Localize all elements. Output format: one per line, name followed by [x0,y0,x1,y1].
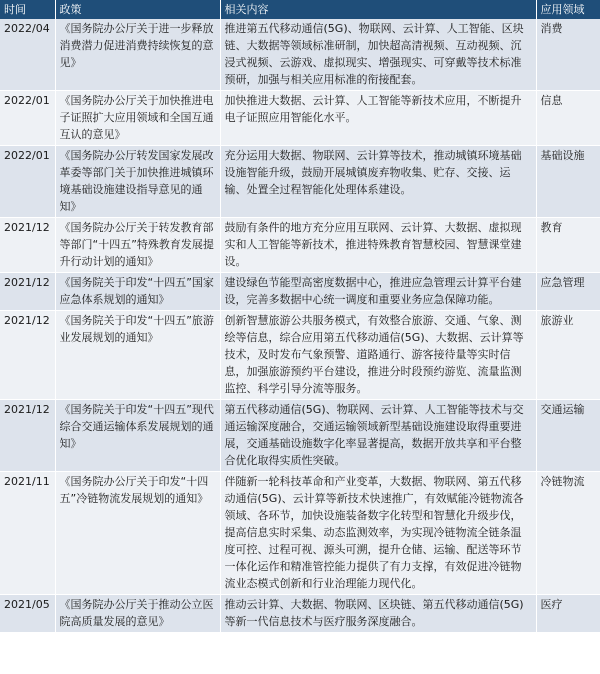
table-row [0,218,600,273]
row-policy: 《国务院关于印发“十四五”现代综合交通运输体系发展规划的通知》 [55,400,220,472]
row-time: 2021/12 [0,400,55,472]
header-field: 应用领域 [536,0,600,19]
table-row [0,311,600,400]
row-policy: 《国务院关于印发“十四五”旅游业发展规划的通知》 [55,311,220,400]
row-content: 创新智慧旅游公共服务模式，有效整合旅游、交通、气象、测绘等信息，综合应用第五代移动通信(5G)、大数据、云计算等技术，及时发布气象预警、道路通行、游客接待量等实时信息，加强旅游预约平台建设，推进分时段预约游览、流量监测监控、科学引导分流等服务。 [220,311,536,400]
row-field: 旅游业 [536,311,600,400]
row-policy: 《国务院办公厅转发国家发展改革委等部门关于加快推进城镇环境基础设施建设指导意见的通知》 [55,146,220,218]
row-policy: 《国务院办公厅关于进一步释放消费潜力促进消费持续恢复的意见》 [55,19,220,91]
row-field: 交通运输 [536,400,600,472]
header-policy: 政策 [55,0,220,19]
row-field: 教育 [536,218,600,273]
row-policy: 《国务院关于印发“十四五”国家应急体系规划的通知》 [55,273,220,311]
row-field: 医疗 [536,595,600,633]
row-policy: 《国务院办公厅关于转发教育部等部门“十四五”特殊教育发展提升行动计划的通知》 [55,218,220,273]
row-time: 2022/04 [0,19,55,91]
table-row [0,595,600,633]
row-time: 2021/11 [0,472,55,595]
row-content: 充分运用大数据、物联网、云计算等技术，推动城镇环境基础设施智能升级，鼓励开展城镇废弃物收集、贮存、交接、运输、处置全过程智能化处理体系建设。 [220,146,536,218]
row-time: 2022/01 [0,91,55,146]
table-row [0,146,600,218]
row-time: 2021/12 [0,218,55,273]
row-time: 2021/05 [0,595,55,633]
row-content: 第五代移动通信(5G)、物联网、云计算、人工智能等技术与交通运输深度融合，交通运输领域新型基础设施建设取得重要进展，交通基础设施数字化率显著提高，数据开放共享和平台整合优化取得实质性突破。 [220,400,536,472]
row-policy: 《国务院办公厅关于推动公立医院高质量发展的意见》 [55,595,220,633]
row-content: 鼓励有条件的地方充分应用互联网、云计算、大数据、虚拟现实和人工智能等新技术，推进特殊教育智慧校园、智慧课堂建设。 [220,218,536,273]
row-content: 伴随新一轮科技革命和产业变革，大数据、物联网、第五代移动通信(5G)、云计算等新技术快速推广，有效赋能冷链物流各领域、各环节，加快设施装备数字化转型和智慧化升级步伐，提高信息实时采集、动态监测效率，为实现冷链物流全链条温度可控、过程可视、源头可溯，提升仓储、运输、配送等环节一体化运作和精准管控能力提供了有力支撑，有效促进冷链物流业态模式创新和行业治理能力现代化。 [220,472,536,595]
row-field: 冷链物流 [536,472,600,595]
row-field: 信息 [536,91,600,146]
header-content: 相关内容 [220,0,536,19]
table-row [0,400,600,472]
table-row [0,91,600,146]
table-row [0,472,600,595]
row-policy: 《国务院办公厅关于印发“十四五”冷链物流发展规划的通知》 [55,472,220,595]
row-field: 应急管理 [536,273,600,311]
row-time: 2022/01 [0,146,55,218]
row-field: 消费 [536,19,600,91]
header-row [0,0,600,19]
row-content: 加快推进大数据、云计算、人工智能等新技术应用，不断提升电子证照应用智能化水平。 [220,91,536,146]
row-content: 推进第五代移动通信(5G)、物联网、云计算、人工智能、区块链、大数据等领域标准研制，加快超高清视频、互动视频、沉浸式视频、云游戏、虚拟现实、增强现实、可穿戴等技术标准预研，加强与相关应用标准的衔接配套。 [220,19,536,91]
header-time: 时间 [0,0,55,19]
table-row [0,19,600,91]
row-field: 基础设施 [536,146,600,218]
table-row [0,273,600,311]
row-content: 推动云计算、大数据、物联网、区块链、第五代移动通信(5G)等新一代信息技术与医疗服务深度融合。 [220,595,536,633]
row-content: 建设绿色节能型高密度数据中心，推进应急管理云计算平台建设，完善多数据中心统一调度和重要业务应急保障功能。 [220,273,536,311]
row-time: 2021/12 [0,273,55,311]
row-time: 2021/12 [0,311,55,400]
row-policy: 《国务院办公厅关于加快推进电子证照扩大应用领域和全国互通互认的意见》 [55,91,220,146]
